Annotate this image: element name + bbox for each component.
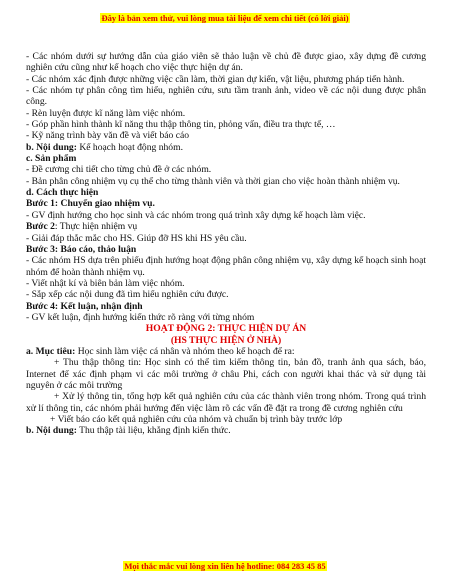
line-label: a. Mục tiêu: bbox=[26, 345, 76, 357]
labeled-line bbox=[26, 346, 426, 357]
indented-paragraph: + Xử lý thông tin, tổng hợp kết quả nghiên cứu của các thành viên trong nhóm. Trong quá trình xử lí thông tin, các nhóm phải hướng đến việc làm rõ các vấn đề đặt ra trong đề cương nghiên cứu bbox=[26, 391, 426, 414]
paragraph: - Các nhóm tự phân công tìm hiểu, nghiên cứu, sưu tầm tranh ảnh, video về các nội dung được phân công. bbox=[26, 85, 426, 108]
preview-banner-text: Đây là bản xem thử, vui lòng mua tài liệu để xem chi tiết (có lời giải) bbox=[101, 13, 349, 23]
hotline-banner bbox=[0, 561, 450, 571]
line-text: Kế hoạch hoạt động nhóm. bbox=[76, 141, 183, 153]
paragraph: - Các nhóm xác định được những việc cần làm, thời gian dự kiến, vật liệu, phương pháp tiến hành. bbox=[26, 73, 405, 85]
indented-paragraph: + Thu thập thông tin: Học sinh có thể tìm kiếm thông tin, bản đồ, tranh ảnh qua sách, báo, Internet để xác định phạm vi các môi trường ở châu Phi, cách con người khai thác và sử dụng tài nguyên ở các môi trường bbox=[26, 357, 426, 391]
section-heading: Bước 4: Kết luận, nhận định bbox=[26, 300, 143, 312]
line-text: Thu thập tài liệu, khẳng định kiến thức. bbox=[76, 425, 231, 437]
activity-title: (HS THỰC HIỆN Ở NHÀ) bbox=[170, 334, 282, 346]
line-text: : Thực hiện nhiệm vụ bbox=[54, 221, 138, 233]
paragraph: - Sắp xếp các nội dung đã tìm hiểu nghiên cứu được. bbox=[26, 289, 229, 301]
line-label: Bước 2 bbox=[26, 221, 55, 233]
line-label: b. Nội dung: bbox=[26, 425, 77, 437]
paragraph: - Các nhóm dưới sự hướng dẫn của giáo viên sẽ thảo luận về chủ đề được giao, xây dựng đề cương nghiên cứu cũng như kế hoạch cho việc thực hiện dự án. bbox=[26, 51, 426, 74]
paragraph: - Rèn luyện được kĩ năng làm việc nhóm. bbox=[26, 107, 186, 119]
labeled-line bbox=[26, 221, 426, 232]
paragraph: - Các nhóm HS dựa trên phiếu định hướng hoạt động phân công nhiệm vụ, xây dựng kế hoạch sinh hoạt nhóm để hoàn thành nhiệm vụ. bbox=[26, 255, 426, 278]
line-text: Học sinh làm việc cá nhân và nhóm theo kế hoạch để ra: bbox=[75, 345, 295, 357]
paragraph: - Đề cương chi tiết cho từng chủ đề ở các nhóm. bbox=[26, 164, 212, 176]
paragraph: - Kỹ năng trình bày văn đề và viết báo cáo bbox=[26, 130, 190, 142]
paragraph: - Góp phần hình thành kĩ năng thu thập thông tin, phỏng vấn, điều tra thực tế, … bbox=[26, 119, 336, 131]
preview-banner bbox=[0, 13, 450, 23]
paragraph: - Giải đáp thắc mắc cho HS. Giúp đỡ HS khi HS yêu cầu. bbox=[26, 232, 247, 244]
section-heading: c. Sản phẩm bbox=[26, 153, 77, 165]
section-heading: Bước 3: Báo cáo, thảo luận bbox=[26, 243, 137, 255]
section-heading: Bước 1: Chuyển giao nhiệm vụ. bbox=[26, 198, 155, 210]
paragraph: - Bản phân công nhiệm vụ cụ thể cho từng thành viên và thời gian cho việc hoàn thành nhiệm vụ. bbox=[26, 175, 400, 187]
line-label: b. Nội dung: bbox=[26, 141, 77, 153]
labeled-line bbox=[26, 425, 426, 436]
document-body bbox=[26, 51, 426, 437]
activity-title: HOẠT ĐỘNG 2: THỰC HIỆN DỰ ÁN bbox=[145, 323, 307, 335]
paragraph: - GV định hướng cho học sinh và các nhóm trong quá trình xây dựng kế hoạch làm việc. bbox=[26, 209, 366, 221]
paragraph: - GV kết luận, định hướng kiến thức rõ ràng với từng nhóm bbox=[26, 311, 255, 323]
paragraph: - Viết nhật kí và biên bản làm việc nhóm. bbox=[26, 277, 185, 289]
section-heading: d. Cách thực hiện bbox=[26, 187, 99, 199]
indented-paragraph: + Viết báo cáo kết quả nghiên cứu của nhóm và chuẩn bị trình bày trước lớp bbox=[50, 414, 343, 425]
labeled-line bbox=[26, 142, 426, 153]
hotline-banner-text: Mọi thắc mắc vui lòng xin liên hệ hotline: 084 283 45 85 bbox=[124, 561, 326, 571]
